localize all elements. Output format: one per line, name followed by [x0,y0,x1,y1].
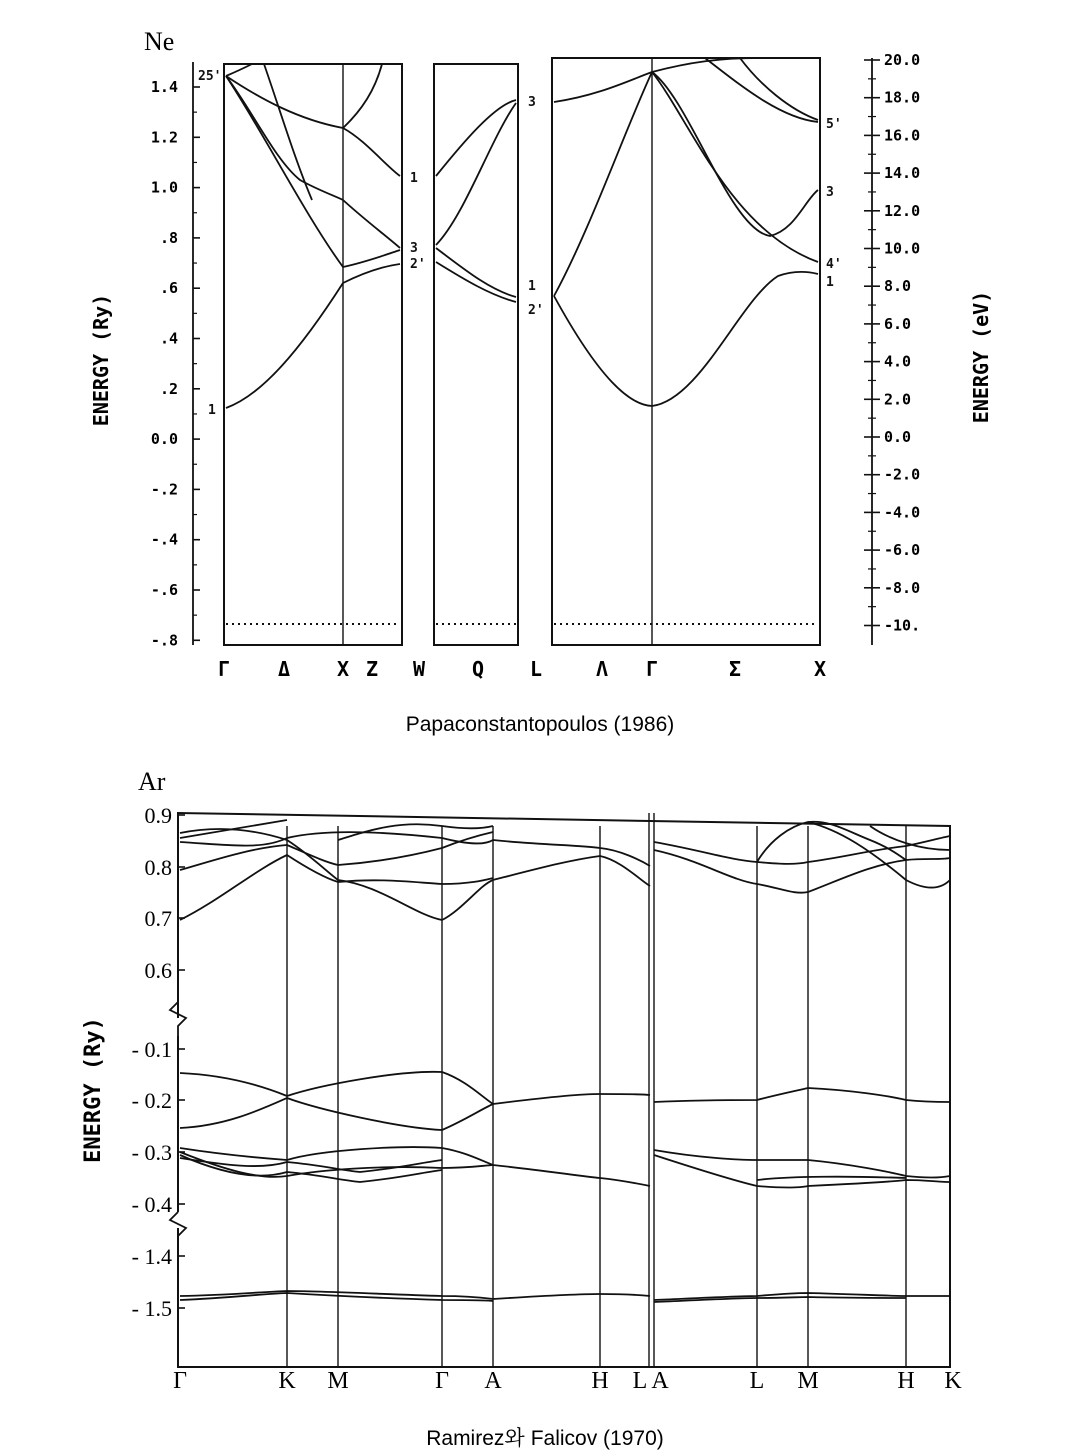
ar-x-tick-label: L [749,1368,765,1394]
ne-right-tick-label: 16.0 [884,126,921,145]
ne-band-p1-1 [226,264,400,408]
ne-right-tick-label: 10.0 [884,239,921,258]
ne-band-p2-4 [436,100,516,176]
ne-label-1c: 1 [528,279,536,294]
ne-right-tick-label: 2.0 [884,390,912,409]
ar-y-tick-label: 0.7 [144,906,172,931]
ne-title: Ne [144,27,175,56]
ne-x-tick-label: Δ [277,657,291,681]
ne-x-tick-label: L [529,657,543,681]
ar-x-tick-label: K [278,1368,296,1394]
ne-band-p2-1 [436,248,516,297]
ar-x-tick-label: H [591,1368,609,1394]
ar-y-tick-label: - 0.2 [131,1088,172,1113]
ar-y-tick-label: 0.8 [144,855,172,880]
ne-label-4p: 4' [826,257,842,272]
ar-x-tick-label: Γ [435,1368,449,1394]
ne-right-tick-label: -6.0 [884,541,921,560]
ar-x-tick-label: A [484,1368,502,1394]
ar-y-tick-label: - 0.1 [131,1037,172,1062]
ne-band-p3-6 [652,58,760,72]
ar-y-tick-label: - 1.5 [131,1296,172,1321]
ar-x-tick-label: L [632,1368,648,1394]
ne-label-25p: 25' [198,69,222,84]
ne-label-1a: 1 [208,403,216,418]
ne-left-tick-label: .4 [159,329,178,348]
ar-caption-korean: 와 [504,1427,525,1450]
ne-left-tick-label: .6 [159,279,178,298]
ne-band-p2-3 [436,103,516,245]
ne-x-tick-label: X [336,657,350,681]
ar-caption-rest: Falicov (1970) [530,1427,664,1450]
ne-band-p1-5 [226,64,252,76]
ne-label-2pb: 2' [528,303,544,318]
ar-x-tick-label: K [944,1368,962,1394]
ne-right-tick-label: 4.0 [884,352,912,371]
ne-right-tick-label: 0.0 [884,428,912,446]
ne-band-p1-6 [343,64,382,128]
ar-band-mid-2 [180,1098,493,1130]
ne-x-tick-label: Λ [595,657,609,681]
ar-x-tick-label: M [797,1368,819,1394]
ne-band-p3-8 [740,58,818,120]
ne-right-tick-label: 12.0 [884,201,921,220]
ar-y-tick-label: 0.9 [144,803,172,828]
ne-x-tick-label: Γ [217,657,231,681]
ne-band-p1-4 [226,76,400,176]
ne-label-5p: 5' [826,117,842,132]
ar-x-tick-label: H [897,1368,915,1394]
ne-panel-2 [434,64,518,645]
ar-band-hi-4 [180,832,650,866]
ne-ylabel-right: ENERGY (eV) [969,290,993,424]
ne-right-tick-label: -8.0 [884,578,921,597]
ne-right-tick-label: 18.0 [884,88,921,107]
ne-x-tick-label: Γ [645,657,659,681]
ar-y-tick-label: - 0.3 [131,1140,172,1165]
ar-y-tick-label: 0.6 [144,958,172,983]
ne-label-3b: 3 [528,95,536,110]
ne-panel-3 [552,58,820,645]
ne-right-tick-label: 6.0 [884,314,912,333]
ne-x-tick-label: Σ [728,657,742,681]
ne-x-tick-label: X [813,657,827,681]
ar-x-tick-label: A [651,1368,669,1394]
ne-caption: Papaconstantopoulos (1986) [405,713,675,736]
ne-x-tick-label: Z [365,657,379,681]
ne-left-tick-label: .2 [159,379,178,398]
ne-right-tick-label: -10. [884,616,921,635]
ne-ylabel-left: ENERGY (Ry) [89,293,113,427]
ar-band-hi-1 [180,829,650,920]
ne-label-3a: 3 [410,241,418,256]
ne-right-tick-label: 8.0 [884,277,912,296]
ne-band-p3-1 [554,272,818,406]
ar-ylabel: ENERGY (Ry) [81,1017,106,1163]
ar-x-tick-label: M [327,1368,349,1394]
ne-right-tick-label: 20.0 [884,51,921,69]
ne-x-tick-label: Q [471,657,485,681]
ar-y-tick-label: - 0.4 [131,1192,172,1217]
ar-band-hi-2 [180,832,493,870]
ne-left-tick-label: 1.4 [150,78,178,96]
ar-y-tick-label: - 1.4 [131,1244,172,1269]
ne-left-tick-label: .8 [159,228,178,247]
ne-panel-1 [224,64,402,645]
ne-right-tick-label: 14.0 [884,164,921,183]
ar-x-tick-label: Γ [173,1368,187,1394]
ne-band-p3-5 [652,72,818,236]
ne-right-tick-label: -2.0 [884,465,921,484]
ar-band-mid-6 [180,1155,442,1182]
ne-label-1d: 1 [826,275,834,290]
ne-label-2pa: 2' [410,257,426,272]
ne-label-3c: 3 [826,185,834,200]
ne-left-tick-label: 1.2 [150,128,178,147]
ne-band-p3-3 [554,72,652,102]
ar-title: Ar [138,767,166,796]
ne-right-tick-label: -4.0 [884,503,921,522]
ne-left-tick-label: -.8 [150,631,178,650]
ar-caption [426,1427,664,1450]
ar-band-mid-1 [180,1072,650,1104]
ne-left-tick-label: -.4 [150,530,178,549]
ar-caption-name: Ramirez [426,1427,505,1450]
ne-left-tick-label: 1.0 [150,178,178,197]
ne-label-1b: 1 [410,171,418,186]
ar-band-hi-9 [757,822,906,862]
ne-band-p1-2 [226,76,400,267]
ne-x-tick-label: W [412,657,426,681]
ne-band-p2-2 [436,262,516,302]
ne-x-ticks [218,657,826,681]
ne-band-p3-2 [554,72,652,296]
ne-left-tick-label: -.2 [150,480,178,499]
ar-chart [81,767,962,1450]
ne-left-tick-label: -.6 [150,581,178,599]
ar-band-mid-10 [757,1177,906,1180]
ne-left-tick-label: 0.0 [150,430,178,449]
ar-x-ticks [173,1368,962,1394]
ne-chart [89,27,993,736]
